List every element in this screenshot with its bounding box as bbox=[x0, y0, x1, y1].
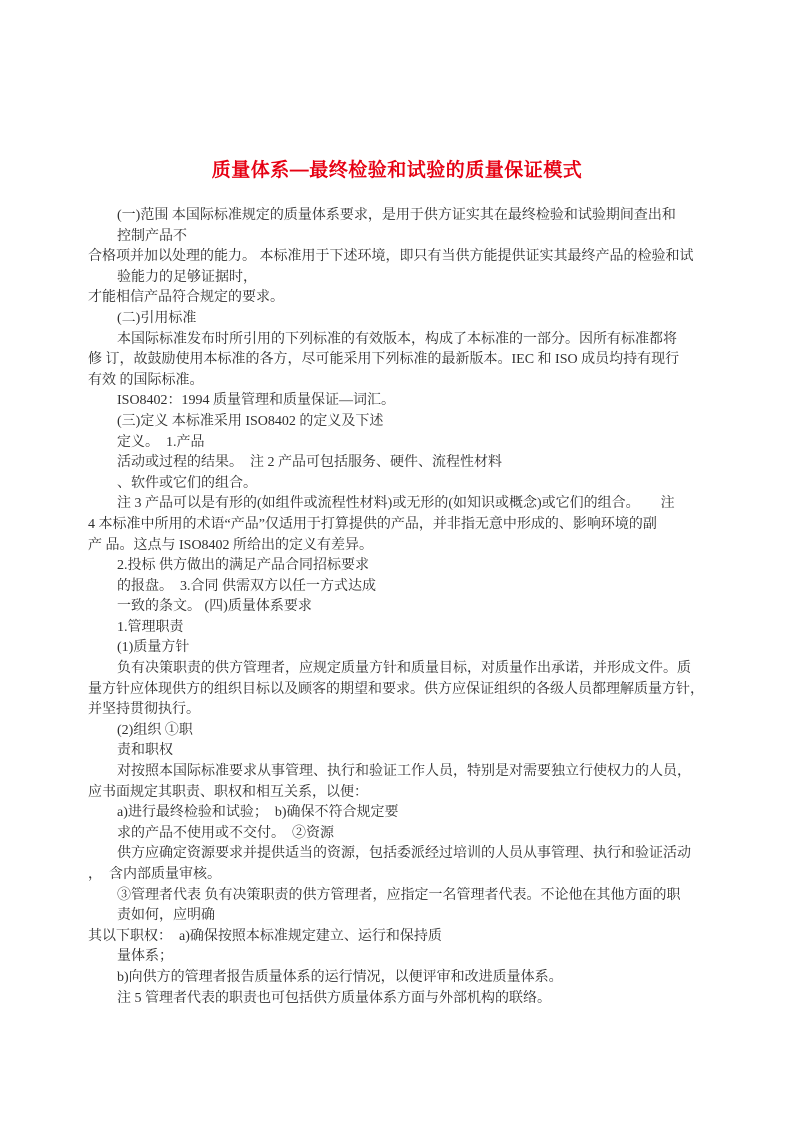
text-line: 供方应确定资源要求并提供适当的资源，包括委派经过培训的人员从事管理、执行和验证活动 bbox=[117, 846, 691, 862]
text-line: 对按照本国际标准要求从事管理、执行和验证工作人员，特别是对需要独立行使权力的人员， bbox=[117, 764, 691, 780]
text-line: 本国际标准发布时所引用的下列标准的有效版本，构成了本标准的一部分。因所有标准都将 bbox=[117, 331, 677, 347]
text-line: 1.管理职责 bbox=[117, 619, 184, 635]
text-line: (一)范围 本国际标准规定的质量体系要求，是用于供方证实其在最终检验和试验期间查出和 bbox=[117, 208, 676, 223]
text-line: (三)定义 本标准采用 ISO8402 的定义及下述 bbox=[117, 413, 384, 429]
text-line: a)进行最终检验和试验； b)确保不符合规定要 bbox=[117, 805, 399, 821]
text-line: ③管理者代表 负有决策职责的供方管理者，应指定一名管理者代表。不论他在其他方面的职 bbox=[117, 887, 681, 903]
text-line: 应书面规定其职责、职权和相互关系，以便： bbox=[88, 784, 368, 800]
text-line: 的报盘。 3.合同 供需双方以任一方式达成 bbox=[117, 578, 376, 594]
text-line: ISO8402：1994 质量管理和质量保证—词汇。 bbox=[117, 393, 396, 409]
text-line: (2)组织 ①职 bbox=[117, 722, 193, 738]
text-line: 责如何，应明确 bbox=[117, 908, 215, 924]
text-line: b)向供方的管理者报告质量体系的运行情况，以便评审和改进质量体系。 bbox=[117, 969, 563, 985]
text-line: 求的产品不使用或不交付。 ②资源 bbox=[117, 825, 334, 841]
document-body bbox=[88, 206, 716, 1009]
text-line: 量体系； bbox=[117, 949, 173, 965]
text-line: 活动或过程的结果。 注 2 产品可包括服务、硬件、流程性材料 bbox=[117, 455, 502, 471]
text-line: 2.投标 供方做出的满足产品合同招标要求 bbox=[117, 558, 369, 574]
text-line: ， 含内部质量审核。 bbox=[88, 867, 221, 882]
document-title: 质量体系—最终检验和试验的质量保证模式 bbox=[211, 160, 583, 181]
text-line: 验能力的足够证据时， bbox=[117, 269, 257, 285]
text-line: 控制产品不 bbox=[117, 228, 187, 244]
text-line: 修 订，故鼓励使用本标准的各方，尽可能采用下列标准的最新版本。IEC 和 ISO 成员均持有现行 bbox=[88, 352, 680, 368]
text-line: 合格项并加以处理的能力。 本标准用于下述环境，即只有当供方能提供证实其最终产品的检验和试 bbox=[88, 249, 694, 265]
text-line: 产 品。这点与 ISO8402 所给出的定义有差异。 bbox=[88, 537, 374, 553]
text-line: 其以下职权： a)确保按照本标准规定建立、运行和保持质 bbox=[88, 928, 442, 944]
text-line: 4 本标准中所用的术语“产品”仅适用于打算提供的产品，并非指无意中形成的、影响环境的副 bbox=[88, 516, 657, 532]
text-line: 责和职权 bbox=[117, 743, 173, 759]
text-line: (1)质量方针 bbox=[117, 640, 190, 656]
text-line: 并坚持贯彻执行。 bbox=[88, 702, 200, 718]
text-line: 一致的条文。 (四)质量体系要求 bbox=[117, 599, 312, 615]
text-line: 注 5 管理者代表的职责也可包括供方质量体系方面与外部机构的联络。 bbox=[117, 990, 551, 1006]
text-line: 量方针应体现供方的组织目标以及顾客的期望和要求。供方应保证组织的各级人员都理解质量方针， bbox=[88, 681, 704, 697]
text-line: 负有决策职责的供方管理者，应规定质量方针和质量目标，对质量作出承诺，并形成文件。质 bbox=[117, 661, 691, 677]
text-line: 才能相信产品符合规定的要求。 bbox=[88, 290, 284, 306]
text-line: 定义。 1.产品 bbox=[117, 434, 205, 450]
text-line: 注 3 产品可以是有形的(如组件或流程性材料)或无形的(如知识或概念)或它们的组合。 注 bbox=[117, 496, 675, 512]
text-line: 、软件或它们的组合。 bbox=[117, 475, 257, 491]
text-line: (二)引用标准 bbox=[117, 310, 197, 326]
text-line: 有效 的国际标准。 bbox=[88, 372, 204, 388]
